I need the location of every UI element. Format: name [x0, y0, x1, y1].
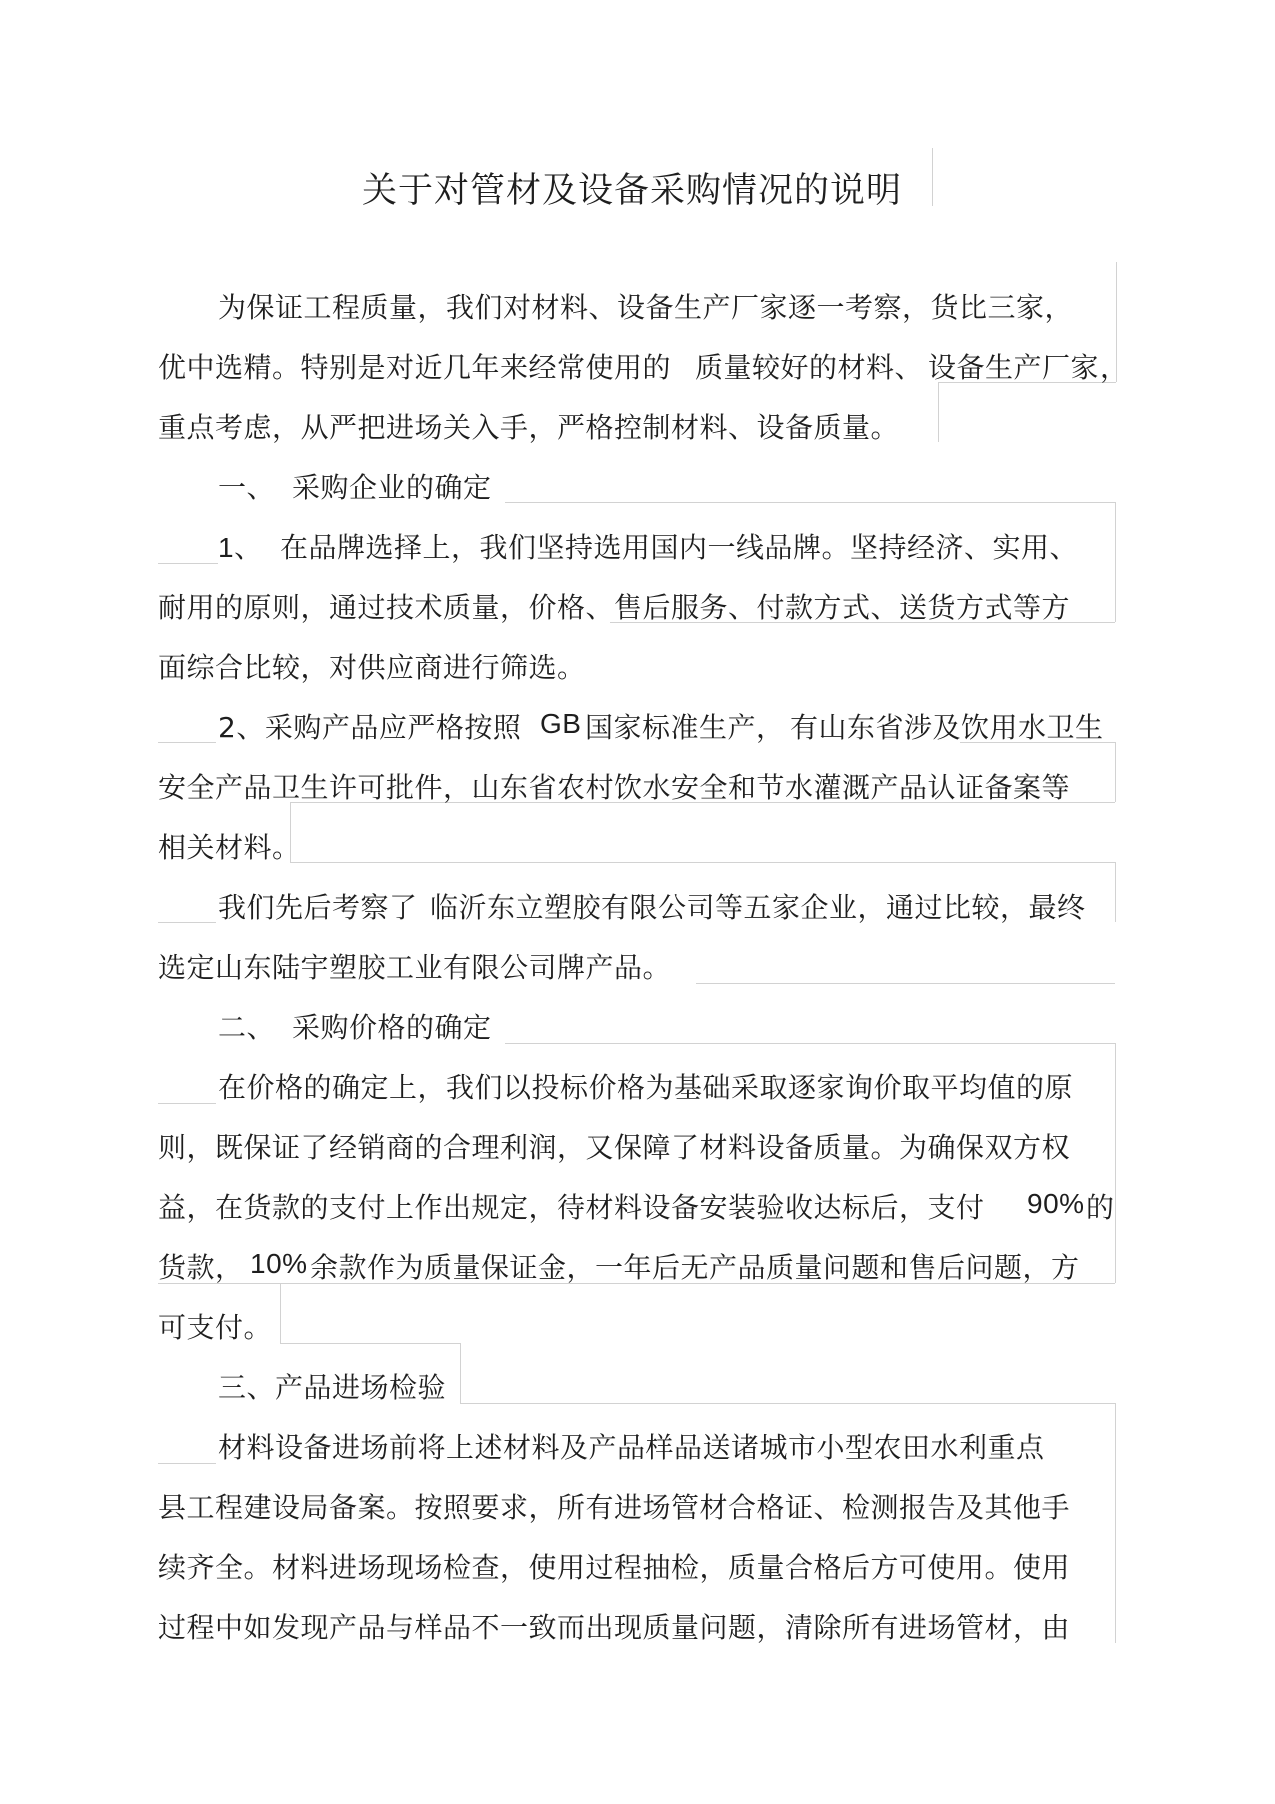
body-line: 2、采购产品应严格按照	[218, 711, 522, 744]
body-line: 在品牌选择上，我们坚持选用国内一线品牌。坚持经济、实用、	[280, 531, 1079, 564]
body-line: 国家标准生产，	[585, 711, 785, 744]
scan-line	[460, 1403, 1115, 1404]
item-number: 1、	[218, 532, 263, 563]
body-line: ，	[1100, 351, 1129, 384]
body-line: 材料设备进场前将上述材料及产品样品送诸城市小型农田水利重点	[218, 1431, 1045, 1464]
body-line: 重点考虑，从严把进场关入手，严格控制材料、设备质量。	[158, 411, 900, 444]
body-line: 质量较好的材料、	[695, 351, 924, 384]
body-line: 耐用的原则，通过技术质量，价格、售后服务、付款方式、送货方式等方	[158, 591, 1071, 624]
scan-line	[1115, 1043, 1116, 1283]
body-line: 有山东省涉及饮用水卫生	[790, 711, 1104, 744]
scan-line	[158, 922, 216, 923]
scan-line	[280, 1283, 281, 1343]
body-line: 货款，	[158, 1251, 244, 1284]
scan-line	[505, 1043, 1115, 1044]
scan-line	[1115, 742, 1116, 802]
section-number: 二、	[218, 1011, 276, 1044]
scan-line	[158, 1463, 216, 1464]
body-line: 相关材料。	[158, 831, 301, 864]
body-line: 过程中如发现产品与样品不一致而出现质量问题，清除所有进场管材，由	[158, 1611, 1071, 1644]
page-title: 关于对管材及设备采购情况的说明	[362, 171, 903, 211]
scan-line	[932, 148, 933, 206]
scan-line	[460, 1343, 461, 1403]
scan-line	[158, 1103, 216, 1104]
scan-line	[1115, 1403, 1116, 1643]
body-line: 在价格的确定上，我们以投标价格为基础采取逐家询价取平均值的原	[218, 1071, 1074, 1104]
scan-line	[280, 1343, 460, 1344]
scan-line	[158, 742, 216, 743]
body-line: 安全产品卫生许可批件，山东省农村饮水安全和节水灌溉产品认证备案等	[158, 771, 1071, 804]
section-heading: 采购价格的确定	[292, 1011, 492, 1044]
scan-line	[290, 862, 1115, 863]
section-heading: 三、产品进场检验	[218, 1371, 447, 1404]
section-number: 一、	[218, 471, 276, 504]
body-line: 县工程建设局备案。按照要求，所有进场管材合格证、检测报告及其他手	[158, 1491, 1071, 1524]
body-line: 益，在货款的支付上作出规定，待材料设备安装验收达标后，支付	[158, 1191, 985, 1224]
scan-line	[158, 563, 218, 564]
body-line: 为保证工程质量，我们对材料、设备生产厂家逐一考察，货比三家，	[218, 291, 1074, 324]
scan-line	[938, 382, 939, 442]
body-line: 面综合比较，对供应商进行筛选。	[158, 651, 586, 684]
scan-line	[505, 502, 1115, 503]
body-line: 90%	[1027, 1188, 1085, 1219]
body-line: 临沂东立塑胶有限公司等五家企业，通过比较，最终	[430, 891, 1086, 924]
body-line: 的	[1086, 1191, 1115, 1224]
scan-line	[1115, 502, 1116, 622]
body-line: 设备生产厂家	[928, 351, 1100, 384]
body-line: 则，既保证了经销商的合理利润，又保障了材料设备质量。为确保双方权	[158, 1131, 1071, 1164]
body-line: 续齐全。材料进场现场检查，使用过程抽检，质量合格后方可使用。使用	[158, 1551, 1071, 1584]
body-line: 余款作为质量保证金，一年后无产品质量问题和售后问题，方	[310, 1251, 1080, 1284]
body-line: 优中选精。特别是对近几年来经常使用的	[158, 351, 672, 384]
body-line: 可支付。	[158, 1311, 273, 1344]
scan-line	[1115, 862, 1116, 922]
body-line: 选定山东陆宇塑胶工业有限公司牌产品。	[158, 951, 672, 984]
scan-line	[696, 983, 1115, 984]
section-heading: 采购企业的确定	[292, 471, 492, 504]
body-line: 10%	[250, 1248, 308, 1279]
body-line: GB	[540, 708, 582, 739]
body-line: 我们先后考察了	[218, 891, 418, 924]
